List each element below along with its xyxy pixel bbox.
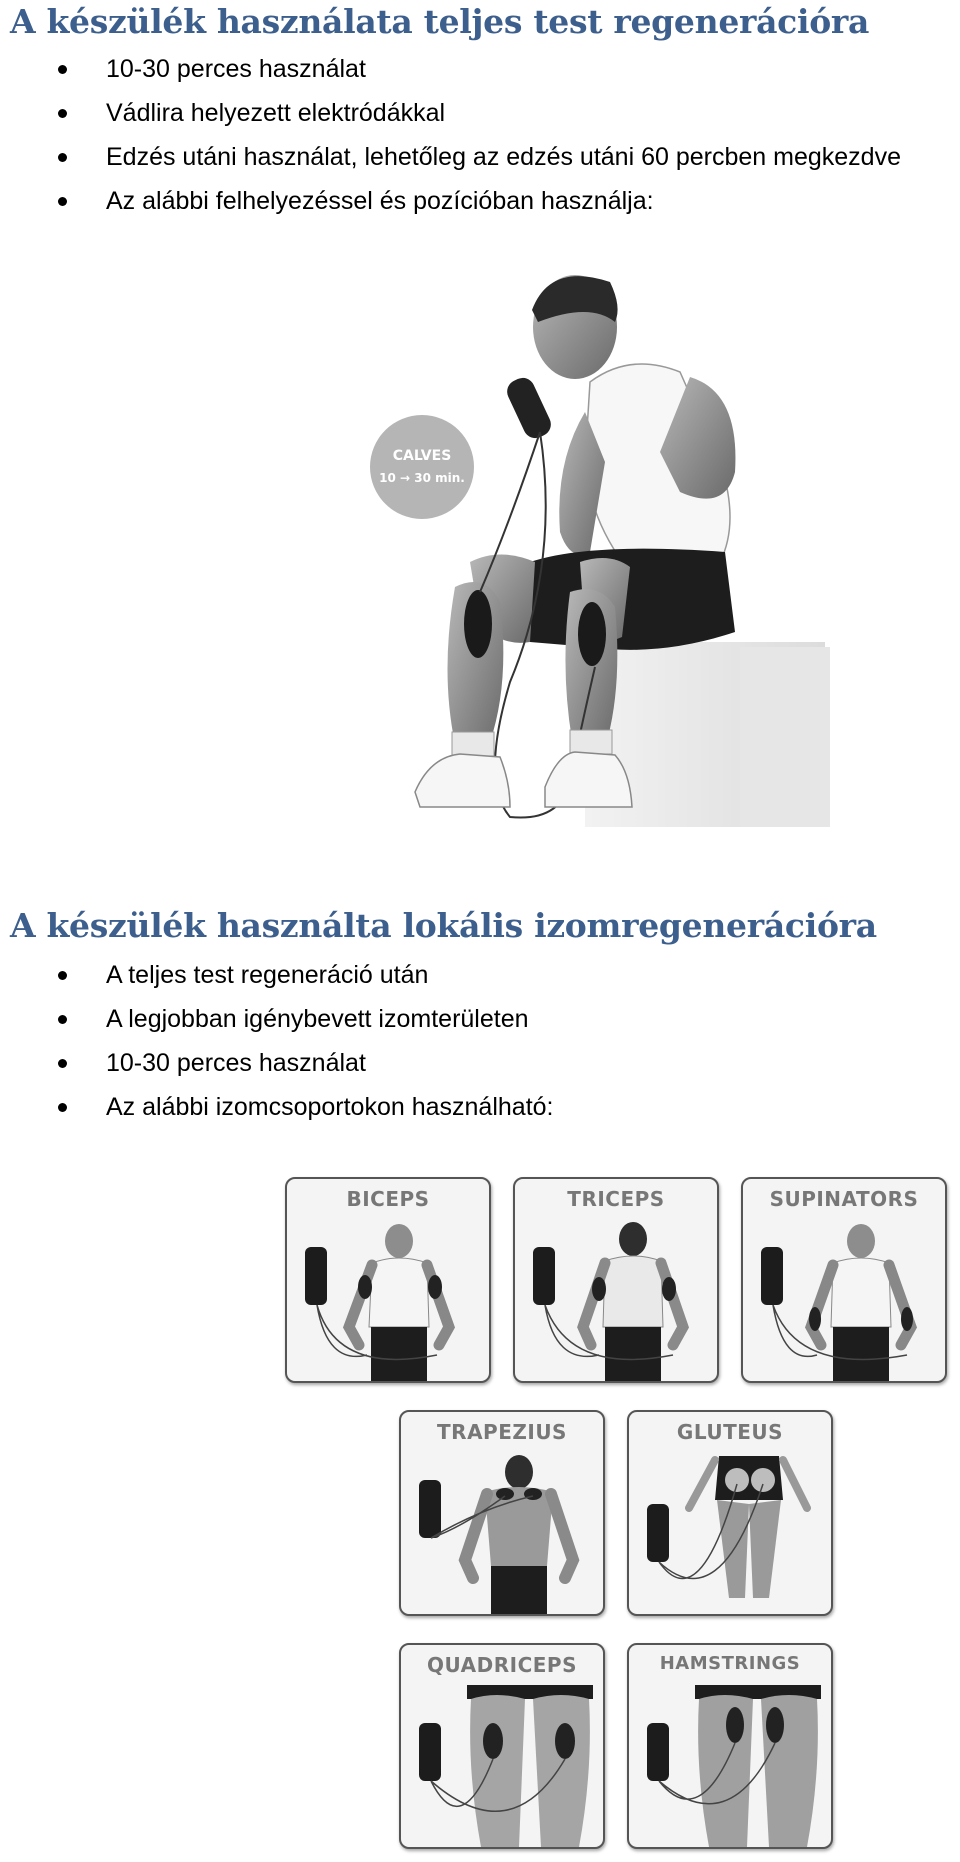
card-title: SUPINATORS	[769, 1187, 919, 1211]
trapezius-figure-icon	[401, 1448, 603, 1614]
card-title: HAMSTRINGS	[659, 1653, 801, 1674]
list-item	[0, 1002, 554, 1046]
list-item	[0, 184, 901, 228]
list-item	[0, 1090, 554, 1134]
bullet-icon	[58, 1103, 67, 1112]
list-item-text: A legjobban igénybevett izomterületen	[106, 1005, 529, 1033]
bullet-icon	[58, 1015, 67, 1024]
list-item-text: Az alábbi felhelyezéssel és pozícióban használja:	[106, 187, 654, 215]
quadriceps-figure-icon	[401, 1681, 603, 1847]
bullet-icon	[58, 109, 67, 118]
section-heading-full-body: A készülék használata teljes test regenerációra	[10, 2, 870, 41]
seated-calf-stimulation-illustration	[360, 262, 880, 832]
list-item-text: A teljes test regeneráció után	[106, 961, 429, 989]
card-title: BICEPS	[346, 1187, 430, 1211]
section-heading-local: A készülék használta lokális izomregenerációra	[10, 906, 877, 945]
bullet-list-local	[0, 958, 554, 1134]
card-title: TRAPEZIUS	[437, 1420, 567, 1444]
gluteus-figure-icon	[629, 1448, 831, 1614]
bullet-icon	[58, 197, 67, 206]
card-supinators	[741, 1177, 947, 1383]
calf-electrode-left	[464, 590, 492, 658]
calf-electrode-right	[578, 602, 606, 666]
card-title: QUADRICEPS	[427, 1653, 577, 1677]
card-gluteus	[627, 1410, 833, 1616]
card-title: GLUTEUS	[676, 1420, 784, 1444]
card-triceps	[513, 1177, 719, 1383]
bullet-icon	[58, 153, 67, 162]
list-item	[0, 958, 554, 1002]
list-item	[0, 140, 901, 184]
calves-badge	[370, 415, 474, 519]
bullet-icon	[58, 971, 67, 980]
list-item-text: Az alábbi izomcsoportokon használható:	[106, 1093, 554, 1121]
stimulator-device-icon	[503, 374, 555, 442]
card-biceps	[285, 1177, 491, 1383]
card-quadriceps	[399, 1643, 605, 1849]
biceps-figure-icon	[287, 1215, 489, 1381]
card-title: TRICEPS	[567, 1187, 665, 1211]
list-item-text: 10-30 perces használat	[106, 1049, 366, 1077]
card-trapezius	[399, 1410, 605, 1616]
bullet-icon	[58, 1059, 67, 1068]
supinators-figure-icon	[743, 1215, 945, 1381]
list-item-text: Vádlira helyezett elektródákkal	[106, 99, 446, 127]
list-item	[0, 96, 901, 140]
calves-badge-duration: 10 → 30 min.	[379, 471, 465, 485]
bullet-icon	[58, 65, 67, 74]
list-item	[0, 1046, 554, 1090]
triceps-figure-icon	[515, 1215, 717, 1381]
shoe-right	[545, 752, 632, 807]
calves-badge-title: CALVES	[392, 448, 452, 464]
shoe-left	[415, 754, 510, 807]
list-item	[0, 52, 901, 96]
list-item-text: 10-30 perces használat	[106, 55, 366, 83]
card-hamstrings	[627, 1643, 833, 1849]
list-item-text: Edzés utáni használat, lehetőleg az edzés utáni 60 percben megkezdve	[106, 143, 901, 171]
hamstrings-figure-icon	[629, 1681, 831, 1847]
bullet-list-full-body	[0, 52, 901, 228]
